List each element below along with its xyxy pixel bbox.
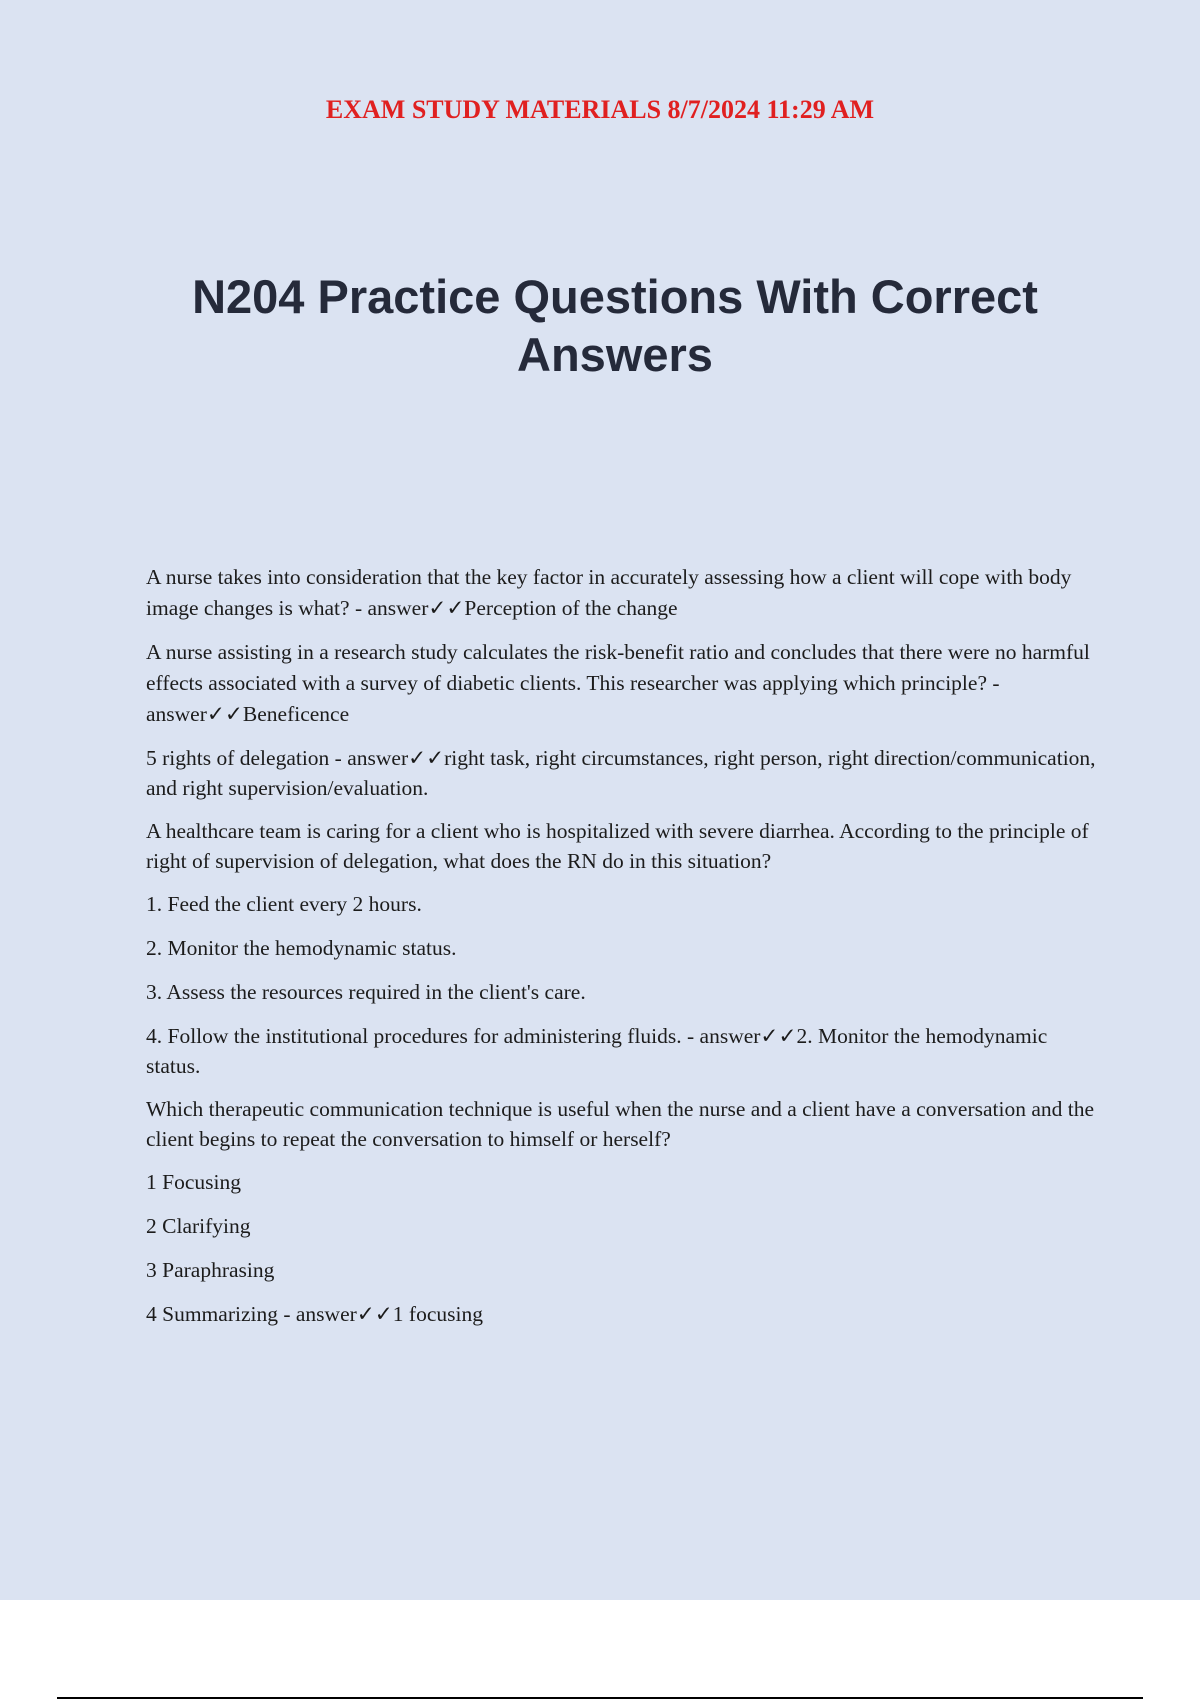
- option-item: 3. Assess the resources required in the client's care.: [146, 980, 586, 1004]
- paragraph-q1: A nurse takes into consideration that the key factor in accurately assessing how a client will cope with body image changes is what? - answer✓✓Perception of the change: [146, 565, 1072, 620]
- document-body: [146, 562, 1096, 1343]
- option-item: 1. Feed the client every 2 hours.: [146, 892, 422, 916]
- paragraph-q4: A healthcare team is caring for a client who is hospitalized with severe diarrhea. According to the principle of right of supervision of delegation, what does the RN do in this situation?: [146, 819, 1089, 873]
- paragraph-q3: 5 rights of delegation - answer✓✓right task, right circumstances, right person, right direction/communication, and right supervision/evaluation.: [146, 746, 1096, 800]
- option-item-answer: 4. Follow the institutional procedures for administering fluids. - answer✓✓2. Monitor the hemodynamic status.: [146, 1024, 1048, 1078]
- option-item: 1 Focusing: [146, 1170, 241, 1194]
- paragraph-q2: A nurse assisting in a research study calculates the risk-benefit ratio and concludes that there were no harmful effects associated with a survey of diabetic clients. This researcher was applying which principle? - answer✓✓Beneficence: [146, 640, 1090, 726]
- option-item: 2 Clarifying: [146, 1214, 251, 1238]
- document-title: N204 Practice Questions With Correct Answers: [192, 270, 1038, 381]
- header-stamp: EXAM STUDY MATERIALS 8/7/2024 11:29 AM: [325, 95, 875, 124]
- option-item: 2. Monitor the hemodynamic status.: [146, 936, 457, 960]
- option-item-answer: 4 Summarizing - answer✓✓1 focusing: [146, 1302, 483, 1326]
- footer-divider: [57, 1697, 1143, 1699]
- paragraph-q5: Which therapeutic communication technique is useful when the nurse and a client have a conversation and the client begins to repeat the conversation to himself or herself?: [146, 1097, 1095, 1151]
- option-item: 3 Paraphrasing: [146, 1258, 275, 1282]
